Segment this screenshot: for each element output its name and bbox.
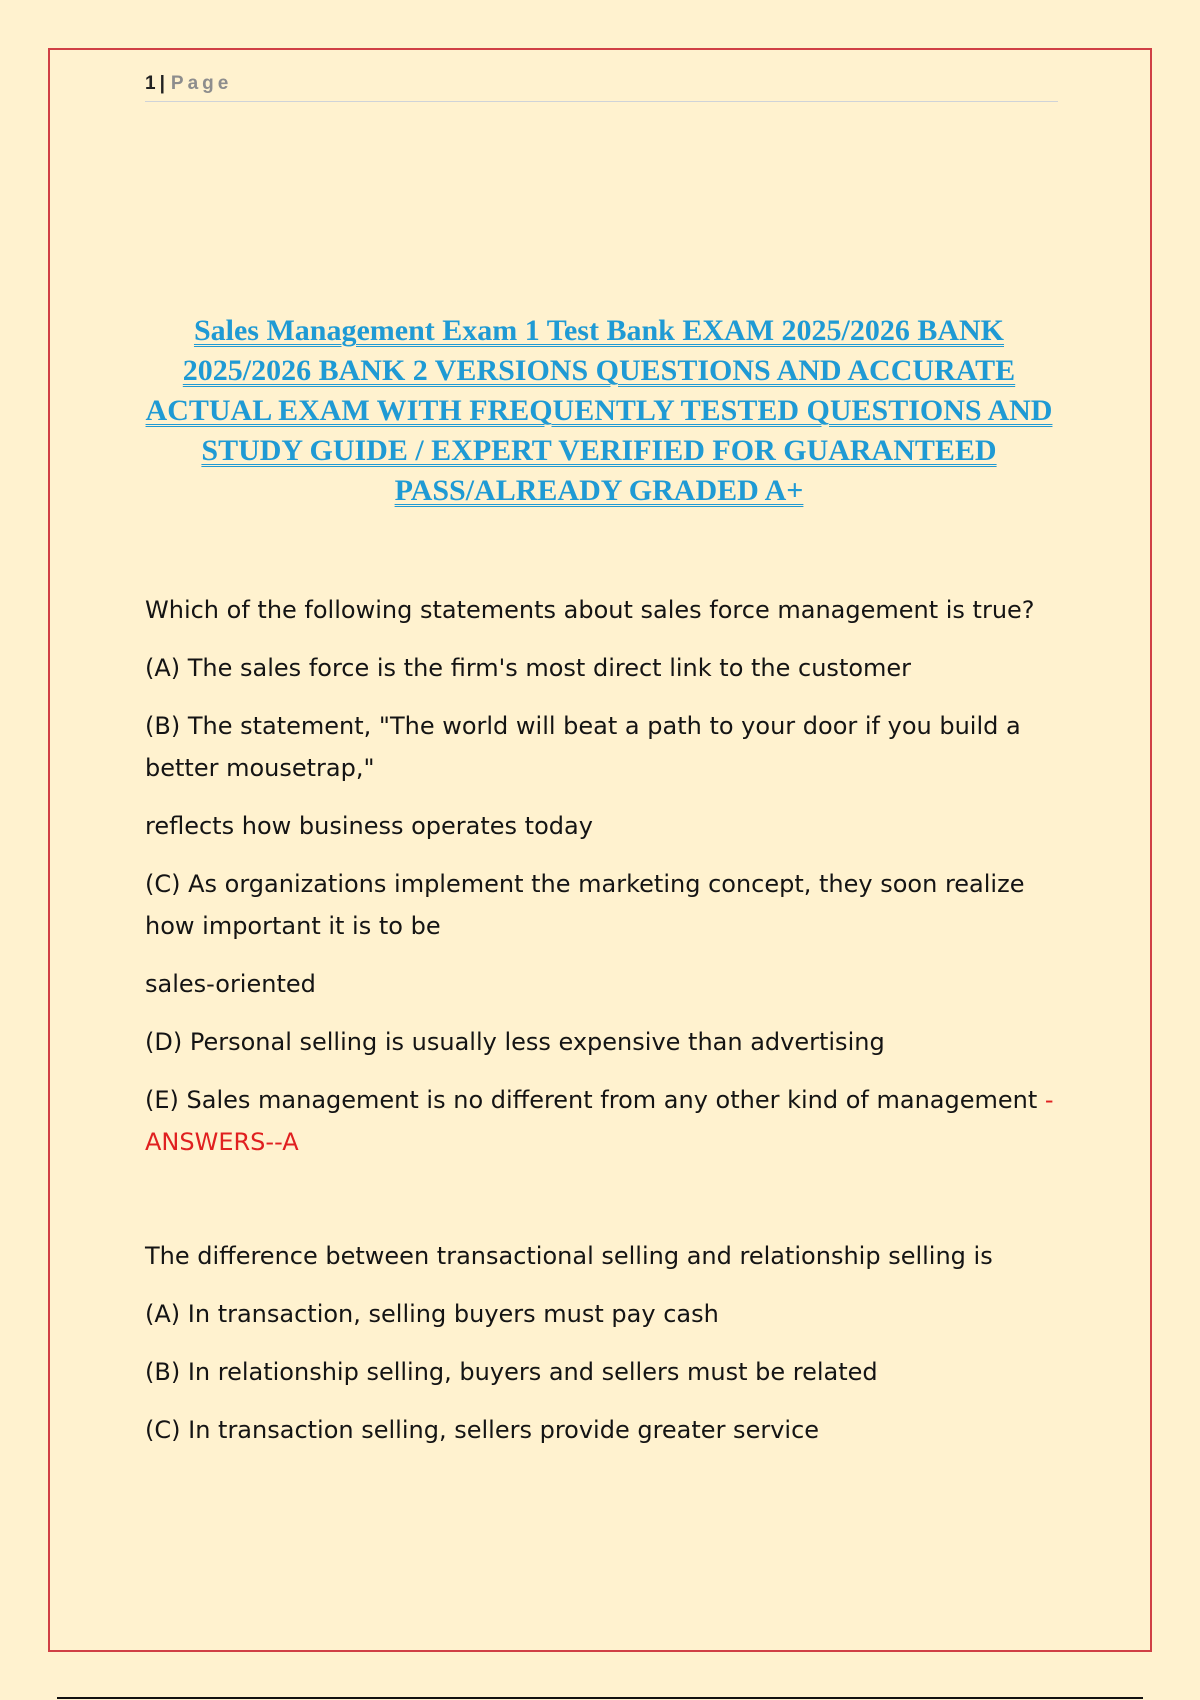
question-1-option-c-continued: sales-oriented: [145, 970, 316, 998]
question-1-option-b: (B) The statement, "The world will beat a path to your door if you build a better mousetrap,": [145, 712, 1021, 782]
question-2-text: The difference between transactional selling and relationship selling is: [145, 1242, 993, 1270]
question-1-option-d: (D) Personal selling is usually less expensive than advertising: [145, 1028, 885, 1056]
header-separator: |: [159, 73, 165, 94]
question-1-option-e: (E) Sales management is no different from any other kind of management: [145, 1086, 1038, 1114]
question-2-option-b: (B) In relationship selling, buyers and sellers must be related: [145, 1358, 878, 1386]
question-2-option-a: (A) In transaction, selling buyers must pay cash: [145, 1300, 719, 1328]
page-label: Page: [170, 73, 233, 94]
document-title: Sales Management Exam 1 Test Bank EXAM 2025/2026 BANK 2025/2026 BANK 2 VERSIONS QUESTIONS AND ACCURATE ACTUAL EXAM WITH FREQUENTLY TESTED QUESTIONS AND STUDY GUIDE / EXPERT VERIFIED FOR GUARANTEED PASS/ALREADY GRADED A+: [145, 314, 1053, 507]
question-1-option-a: (A) The sales force is the firm's most direct link to the customer: [145, 654, 912, 682]
question-1-answer: - ANSWERS--A: [145, 1086, 1054, 1156]
page-header: [145, 70, 1058, 102]
document-content: [145, 589, 1075, 1467]
question-1-option-c: (C) As organizations implement the marketing concept, they soon realize how important it is to be: [145, 870, 1025, 940]
question-2-option-c: (C) In transaction selling, sellers provide greater service: [145, 1416, 820, 1444]
question-spacer: [145, 1179, 1075, 1235]
bottom-rule: [57, 1697, 1143, 1699]
question-1-option-e-line: [145, 1079, 1075, 1163]
question-1-text: Which of the following statements about sales force management is true?: [145, 596, 1035, 624]
page-number: 1: [145, 73, 156, 94]
question-1-option-b-continued: reflects how business operates today: [145, 812, 593, 840]
